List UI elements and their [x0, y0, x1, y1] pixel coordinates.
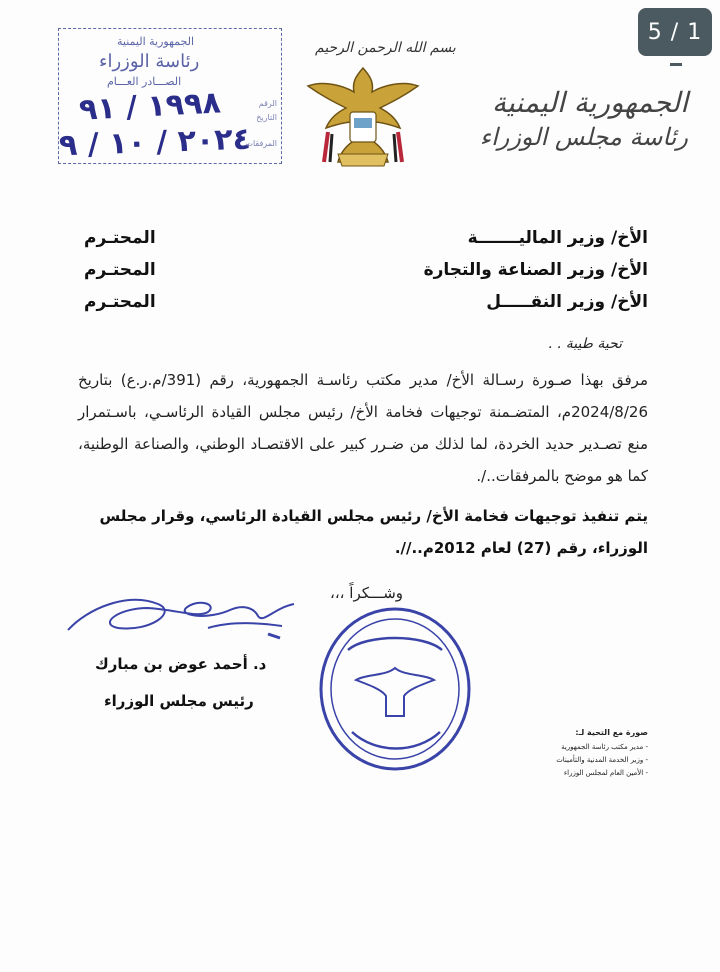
- copies-heading: صورة مع التحية لـ:: [575, 728, 648, 737]
- stamp-outgoing: الصـــادر العـــام: [107, 75, 182, 88]
- stamp-office: رئاسة الوزراء: [99, 51, 200, 72]
- addressee-transport: الأخ/ وزير النقـــــل: [486, 292, 648, 312]
- handwritten-signature: [58, 578, 298, 658]
- letterhead-country: الجمهورية اليمنية: [491, 86, 688, 119]
- copy-recipient: - الأمين العام لمجلس الوزراء: [563, 769, 648, 777]
- body-paragraph-2: يتم تنفيذ توجيهات فخامة الأخ/ رئيس مجلس القيادة الرئاسي، وقرار مجلس الوزراء، رقم (27) لعام 2012م..//.: [99, 507, 648, 557]
- stamp-label-number: الرقم: [258, 99, 277, 108]
- letterhead: [480, 86, 688, 151]
- stamp-country: الجمهورية اليمنية: [117, 35, 195, 48]
- outgoing-stamp: [58, 28, 282, 164]
- copies-block: [556, 728, 648, 782]
- official-seal-icon: [316, 604, 474, 774]
- honorific: المحتـرم: [84, 228, 156, 248]
- stamp-label-date: التاريخ: [256, 113, 277, 122]
- copy-recipient: - وزير الخدمة المدنية والتأمينات: [556, 756, 648, 764]
- honorific: المحتـرم: [84, 260, 156, 280]
- basmala: بسم الله الرحمن الرحيم: [315, 40, 456, 56]
- thanks-line: وشـــكراً ،،،: [330, 584, 404, 602]
- page-counter-text: 5 / 1: [647, 19, 703, 45]
- body-paragraph-1: مرفق بهذا صـورة رسـالة الأخ/ مدير مكتب رئاسـة الجمهورية، رقم (391/م.ر.ع) بتاريخ 2024/8/26م، المتضـمنة توجيهات فخامة الأخ/ رئيس مجلس القيادة الرئاسـي، باسـتمرار منع تصـدير حديد الخردة، لما لذلك من ضـرر كبير على الاقتصـاد الوطني، والصناعة الوطنية، كما هو موضح بالمرفقات../.: [78, 371, 648, 485]
- signer-name: د. أحمد عوض بن مبارك: [95, 655, 267, 673]
- honorific: المحتـرم: [84, 292, 156, 312]
- counter-dash: [670, 63, 682, 66]
- stamp-label-attachments: المرفقات: [245, 139, 277, 148]
- addressee-finance: الأخ/ وزير الماليـــــــة: [467, 228, 648, 248]
- letterhead-office: رئاسة مجلس الوزراء: [479, 123, 688, 151]
- stamp-number: ١٩٩٨ / ٩١: [78, 85, 222, 128]
- page-counter[interactable]: [638, 8, 712, 56]
- eagle-emblem-icon: [304, 62, 422, 172]
- greeting: تحية طيبة . .: [547, 336, 622, 352]
- stamp-date: ٢٠٢٤ / ١٠ / ٩: [58, 121, 252, 164]
- copy-recipient: - مدير مكتب رئاسة الجمهورية: [561, 743, 648, 751]
- signer-title: رئيس مجلس الوزراء: [104, 692, 254, 710]
- addressee-industry: الأخ/ وزير الصناعة والتجارة: [423, 260, 648, 280]
